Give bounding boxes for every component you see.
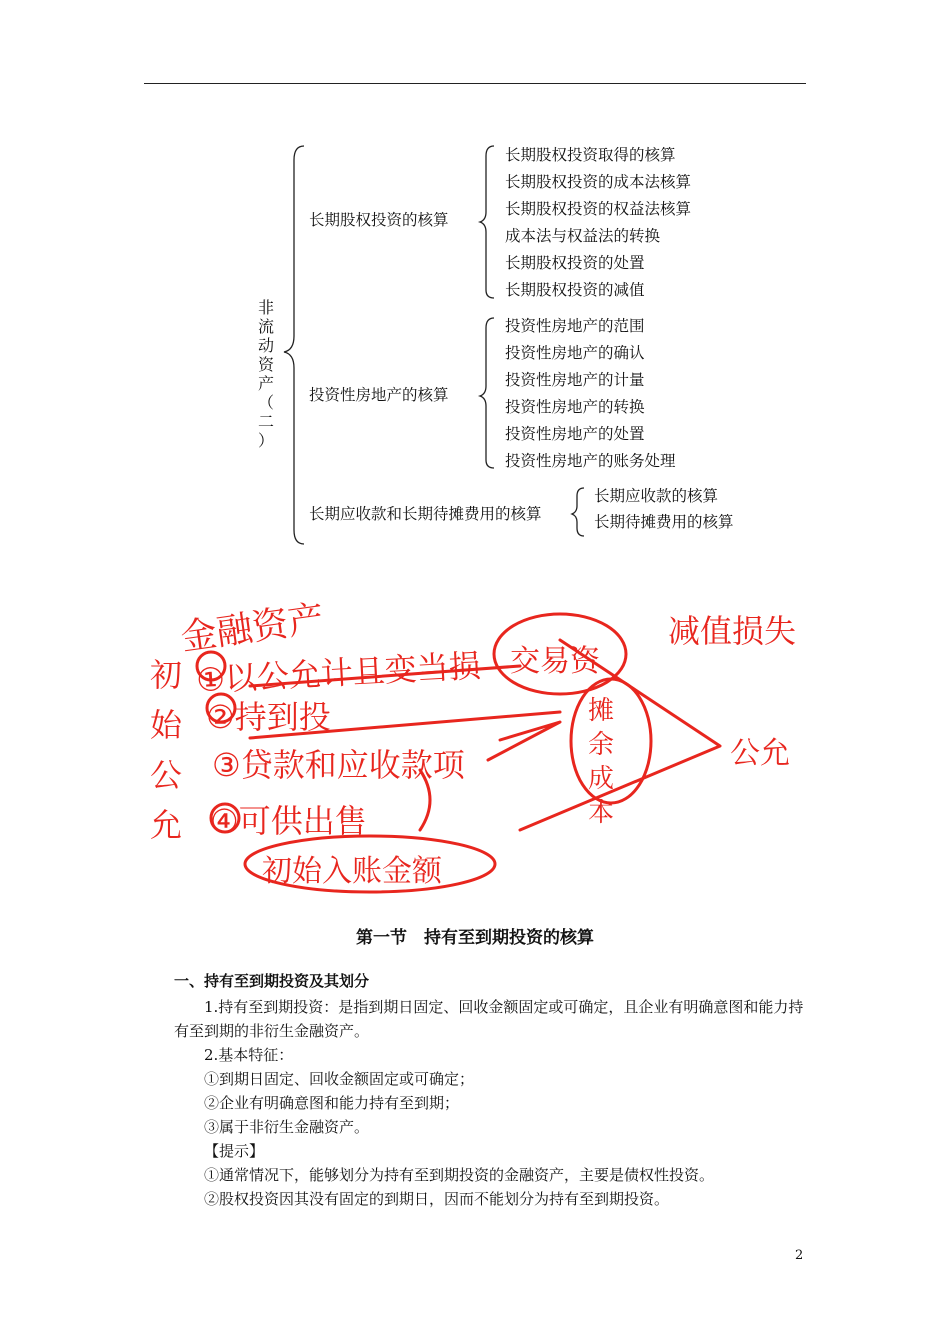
- feature-item: ①到期日固定、回收金额固定或可确定；: [204, 1070, 475, 1088]
- root-char: 流: [257, 317, 274, 336]
- leaf-item: 长期股权投资取得的核算: [505, 146, 676, 164]
- leaf-item: 长期股权投资的权益法核算: [505, 200, 692, 218]
- hw-item2: ②持到投: [206, 698, 331, 736]
- hw-bottom: 初始入账金额: [262, 854, 442, 889]
- paragraph: 1.持有至到期投资：是指到期日固定、回收金额固定或可确定，且企业有明确意图和能力持有至到期的非衍生金融资产。: [174, 998, 804, 1040]
- leaf-item: 长期股权投资的处置: [505, 254, 645, 272]
- section-body: [174, 995, 814, 1211]
- branch-label: 长期股权投资的核算: [309, 211, 449, 229]
- branch-label: 长期应收款和长期待摊费用的核算: [309, 505, 542, 523]
- leaf-item: 投资性房地产的计量: [505, 371, 645, 389]
- tip-item: ①通常情况下，能够划分为持有至到期投资的金融资产，主要是债权性投资。: [204, 1166, 715, 1184]
- feature-item: ②企业有明确意图和能力持有至到期；: [204, 1094, 460, 1112]
- leaf-item: 长期应收款的核算: [594, 487, 719, 505]
- leaf-item: 长期股权投资的减值: [505, 281, 645, 299]
- hw-item1-circled: 交易资: [510, 644, 600, 679]
- section-title: 第一节 持有至到期投资的核算: [356, 928, 594, 948]
- leaf-item: 投资性房地产的确认: [505, 344, 645, 362]
- branch-label: 投资性房地产的核算: [309, 386, 449, 404]
- leaf-item: 长期待摊费用的核算: [594, 513, 734, 531]
- root-char: 产: [257, 374, 274, 393]
- hw-item4: ④可供出售: [210, 802, 367, 840]
- leaf-item: 投资性房地产的范围: [505, 317, 645, 335]
- paragraph: 2.基本特征：: [204, 1046, 294, 1064]
- hw-side: 初始公允: [150, 656, 183, 844]
- feature-item: ③属于非衍生金融资产。: [204, 1118, 370, 1136]
- root-char: （: [257, 393, 274, 412]
- leaf-item: 投资性房地产的处置: [505, 425, 645, 443]
- section-heading: 一、持有至到期投资及其划分: [174, 972, 370, 990]
- hw-right-arrow: 公允: [730, 736, 790, 771]
- leaf-item: 长期股权投资的成本法核算: [505, 173, 692, 191]
- leaf-item: 成本法与权益法的转换: [505, 227, 661, 245]
- root-char: 资: [257, 355, 274, 374]
- leaf-item: 投资性房地产的转换: [505, 398, 645, 416]
- tip-label: 【提示】: [204, 1142, 265, 1160]
- hw-amortized: 摊余成本: [588, 696, 615, 828]
- hw-right-top: 减值损失: [668, 612, 797, 650]
- root-char: ）: [257, 431, 274, 450]
- root-char: 二: [257, 412, 274, 431]
- hw-item3: ③贷款和应收款项: [212, 746, 465, 784]
- page-number: 2: [795, 1248, 804, 1263]
- hw-item1: ①以公允计且变当损: [195, 646, 482, 700]
- root-char: 动: [257, 336, 274, 355]
- tip-item: ②股权投资因其没有固定的到期日，因而不能划分为持有至到期投资。: [204, 1190, 670, 1208]
- root-char: 非: [257, 298, 274, 317]
- leaf-item: 投资性房地产的账务处理: [505, 452, 676, 470]
- hw-heading: 金融资产: [178, 598, 327, 659]
